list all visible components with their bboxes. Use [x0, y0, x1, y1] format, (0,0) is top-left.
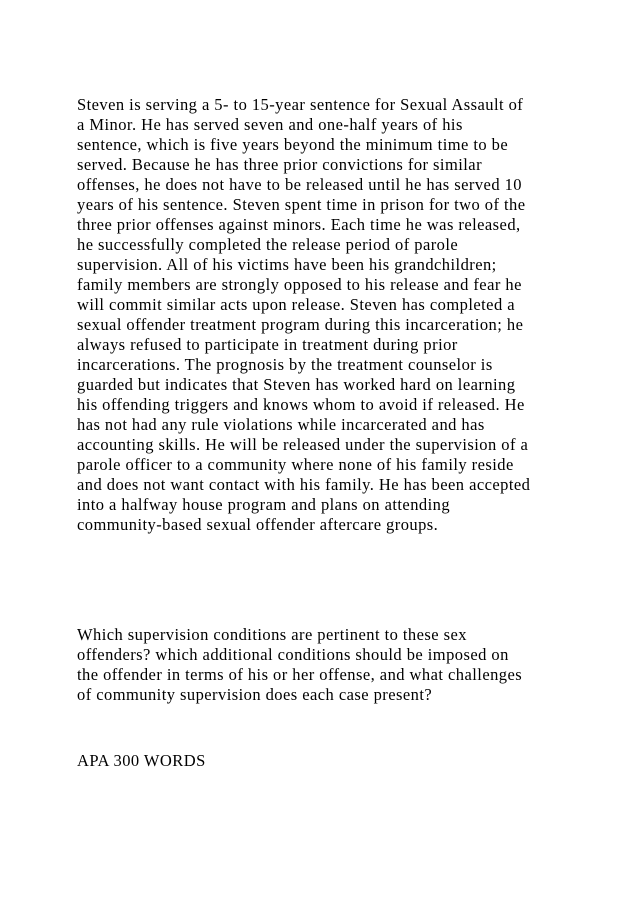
text-line: a Minor. He has served seven and one-half years of his — [77, 115, 463, 134]
text-line: years of his sentence. Steven spent time in prison for two of the — [77, 195, 526, 214]
text-line: into a halfway house program and plans on attending — [77, 495, 451, 514]
text-line: accounting skills. He will be released under the supervision of a — [77, 435, 529, 454]
text-line: parole officer to a community where none of his family reside — [77, 455, 514, 474]
text-line: three prior offenses against minors. Each time he was released, — [77, 215, 521, 234]
text-line: the offender in terms of his or her offense, and what challenges — [77, 665, 523, 684]
text-line: offenders? which additional conditions should be imposed on — [77, 645, 509, 664]
text-line: family members are strongly opposed to his release and fear he — [77, 275, 522, 294]
text-line: incarcerations. The prognosis by the treatment counselor is — [77, 355, 493, 374]
text-line: his offending triggers and knows whom to avoid if released. He — [77, 395, 525, 414]
text-line: always refused to participate in treatment during prior — [77, 335, 458, 354]
text-line: supervision. All of his victims have been his grandchildren; — [77, 255, 497, 274]
text-line: sentence, which is five years beyond the minimum time to be — [77, 135, 509, 154]
text-line: of community supervision does each case present? — [77, 685, 433, 704]
text-line: he successfully completed the release period of parole — [77, 235, 459, 254]
text-line: guarded but indicates that Steven has worked hard on learning — [77, 375, 516, 394]
text-line: sexual offender treatment program during this incarceration; he — [77, 315, 524, 334]
text-line: Which supervision conditions are pertinent to these sex — [77, 625, 467, 644]
text-line: served. Because he has three prior convictions for similar — [77, 155, 483, 174]
text-line: Steven is serving a 5- to 15-year sentence for Sexual Assault of — [77, 95, 524, 114]
text-line: community-based sexual offender aftercare groups. — [77, 515, 439, 534]
question-paragraph — [77, 625, 522, 705]
text-line: offenses, he does not have to be released until he has served 10 — [77, 175, 522, 194]
text-line: APA 300 WORDS — [77, 751, 206, 770]
text-line: will commit similar acts upon release. Steven has completed a — [77, 295, 516, 314]
text-line: has not had any rule violations while incarcerated and has — [77, 415, 485, 434]
requirement-note — [77, 751, 206, 771]
case-paragraph — [77, 95, 530, 535]
text-line: and does not want contact with his family. He has been accepted — [77, 475, 531, 494]
